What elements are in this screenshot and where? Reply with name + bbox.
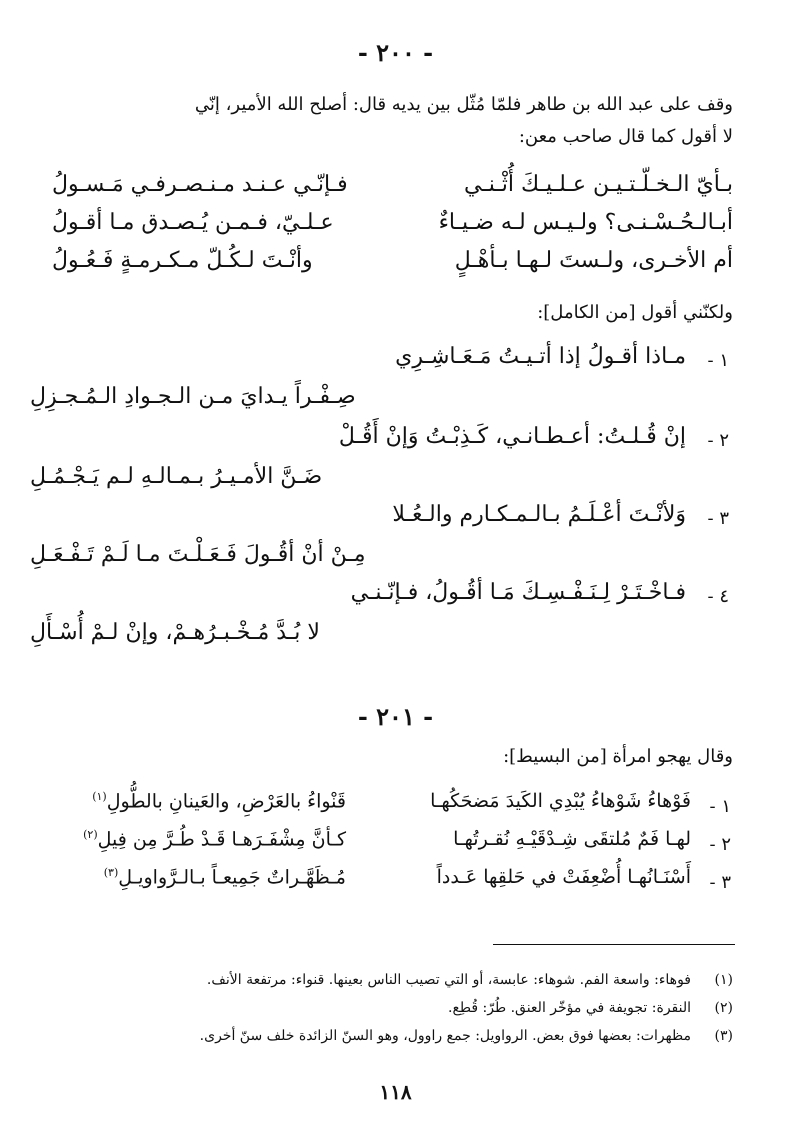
section-heading-200: - ٢٠٠ - (357, 38, 434, 67)
stanza-number: ١ - (707, 350, 729, 371)
transition-line: ولكنّني أقول [من الكامل]: (537, 302, 733, 323)
couplet-1-second-hemistich (92, 790, 346, 812)
couplet-1-first-hemistich: فَوْهاءُ شَوْهاءُ يُبْدِي الكَيدَ مَضحَكُهـا (430, 790, 691, 812)
couplet-2-first-hemistich: لهـا فَمٌ مُلتقَى شِـدْقَيْـهِ نُقـرتُهـا (453, 828, 691, 850)
footnote-number: (٣) (714, 1028, 733, 1044)
footnote-marker: (٢) (83, 828, 98, 841)
section-heading-201: - ٢٠١ - (357, 702, 434, 731)
couplet-3-first-hemistich: أَسْنَـانُهـا أُضْعِفَتْ في حَلقِها عَـدداً (436, 866, 691, 888)
couplet-1-first-hemistich: بـأيّ الـخـلّـتـيـن عـلـيـكَ أُثْـنـي (463, 172, 733, 197)
footnote-divider (493, 944, 735, 945)
stanza-4-line-1: فـاخْـتَـرْ لِـنَـفْـسِـكَ مَـا أقُـولُ، فـإنّـنـي (350, 580, 686, 605)
footnote-text: فوهاء: واسعة الفم. شوهاء: عابسة، أو التي تصيب الناس بعينها. قنواء: مرتفعة الأنف. (206, 972, 691, 988)
footnote-marker: (٣) (103, 866, 119, 879)
stanza-2-line-2: ضَـنَّ الأمـيـرُ بـمـالـهِ لـم يَـجْـمُـلِ (30, 464, 323, 489)
couplet-number: ٣ - (709, 872, 731, 893)
couplet-3-second-text: مُـظَهَّـراتٌ جَمِيعـاً بـالـرَّواويـلِ (118, 866, 346, 889)
footnote-number: (٢) (714, 1000, 733, 1016)
couplet-3-second-hemistich: وأنْـتَ لـكُـلّ مـكـرمـةٍ فَـعُـولُ (52, 248, 313, 273)
couplet-3-first-hemistich: أم الأخـرى، ولـستَ لـهـا بـأهْـلٍ (454, 248, 733, 273)
couplet-2-second-hemistich (83, 828, 346, 850)
couplet-2-second-hemistich: عـلـيّ، فـمـن يُـصـدق مـا أقـولُ (52, 210, 334, 235)
couplet-2-first-hemistich: أبـالـحُـسْـنـى؟ ولـيـس لـه ضـيـاءٌ (438, 210, 733, 235)
couplet-1-second-text: قَنْواءُ بالعَرْضِ، والعَينانِ بالطُّولِ (106, 790, 346, 813)
footnote-marker: (١) (92, 790, 107, 803)
section-201-intro: وقال يهجو امرأة [من البسيط]: (503, 746, 733, 767)
stanza-number: ٢ - (707, 430, 729, 451)
couplet-1-second-hemistich: فـإنّـي عـنـد مـنـصـرفـي مَـسـولُ (52, 172, 348, 197)
stanza-4-line-2: لا بُـدَّ مُـخْـبـرُهـمْ، وإنْ لـمْ أُسْـأَلِ (30, 620, 320, 645)
couplet-2-second-text: كـأنَّ مِشْفَـرَهـا قَـدْ طُـرَّ مِن فِيلِ (97, 828, 346, 851)
couplet-number: ١ - (709, 796, 731, 817)
footnote-text: النقرة: تجويفة في مؤخّر العنق. طُرّ: قُطِع. (448, 1000, 691, 1016)
stanza-number: ٤ - (707, 586, 729, 607)
stanza-1-line-1: مـاذا أقـولُ إذا أتـيـتُ مَـعَـاشِـرِي (395, 344, 686, 369)
stanza-1-line-2: صِـفْـراً يـدايَ مـن الـجـوادِ الـمُـجـزِلِ (30, 384, 356, 409)
footnote-number: (١) (714, 972, 733, 988)
stanza-3-line-2: مِـنْ أنْ أقُـولَ فَـعَـلْـتَ مـا لَـمْ تَـفْـعَـلِ (30, 542, 366, 567)
intro-line-1: وقف على عبد الله بن طاهر فلمّا مُثّل بين يديه قال: أصلح الله الأمير، إنّي (194, 94, 733, 115)
couplet-3-second-hemistich (104, 866, 346, 888)
stanza-2-line-1: إنْ قُـلـتُ: أعـطـانـي، كَـذِبْـتُ وَإنْ أَقُـلْ (338, 424, 686, 449)
stanza-3-line-1: وَلأنْـتَ أعْـلَـمُ بـالـمـكـارم والـعُـلا (392, 502, 686, 527)
stanza-number: ٣ - (707, 508, 729, 529)
footnote-text: مظهرات: بعضها فوق بعض. الرواويل: جمع راوول، وهو السنّ الزائدة خلف سنّ أخرى. (199, 1028, 691, 1044)
couplet-number: ٢ - (709, 834, 731, 855)
intro-line-2: لا أقول كما قال صاحب معن: (518, 126, 733, 147)
page-number: ١١٨ (379, 1080, 412, 1104)
